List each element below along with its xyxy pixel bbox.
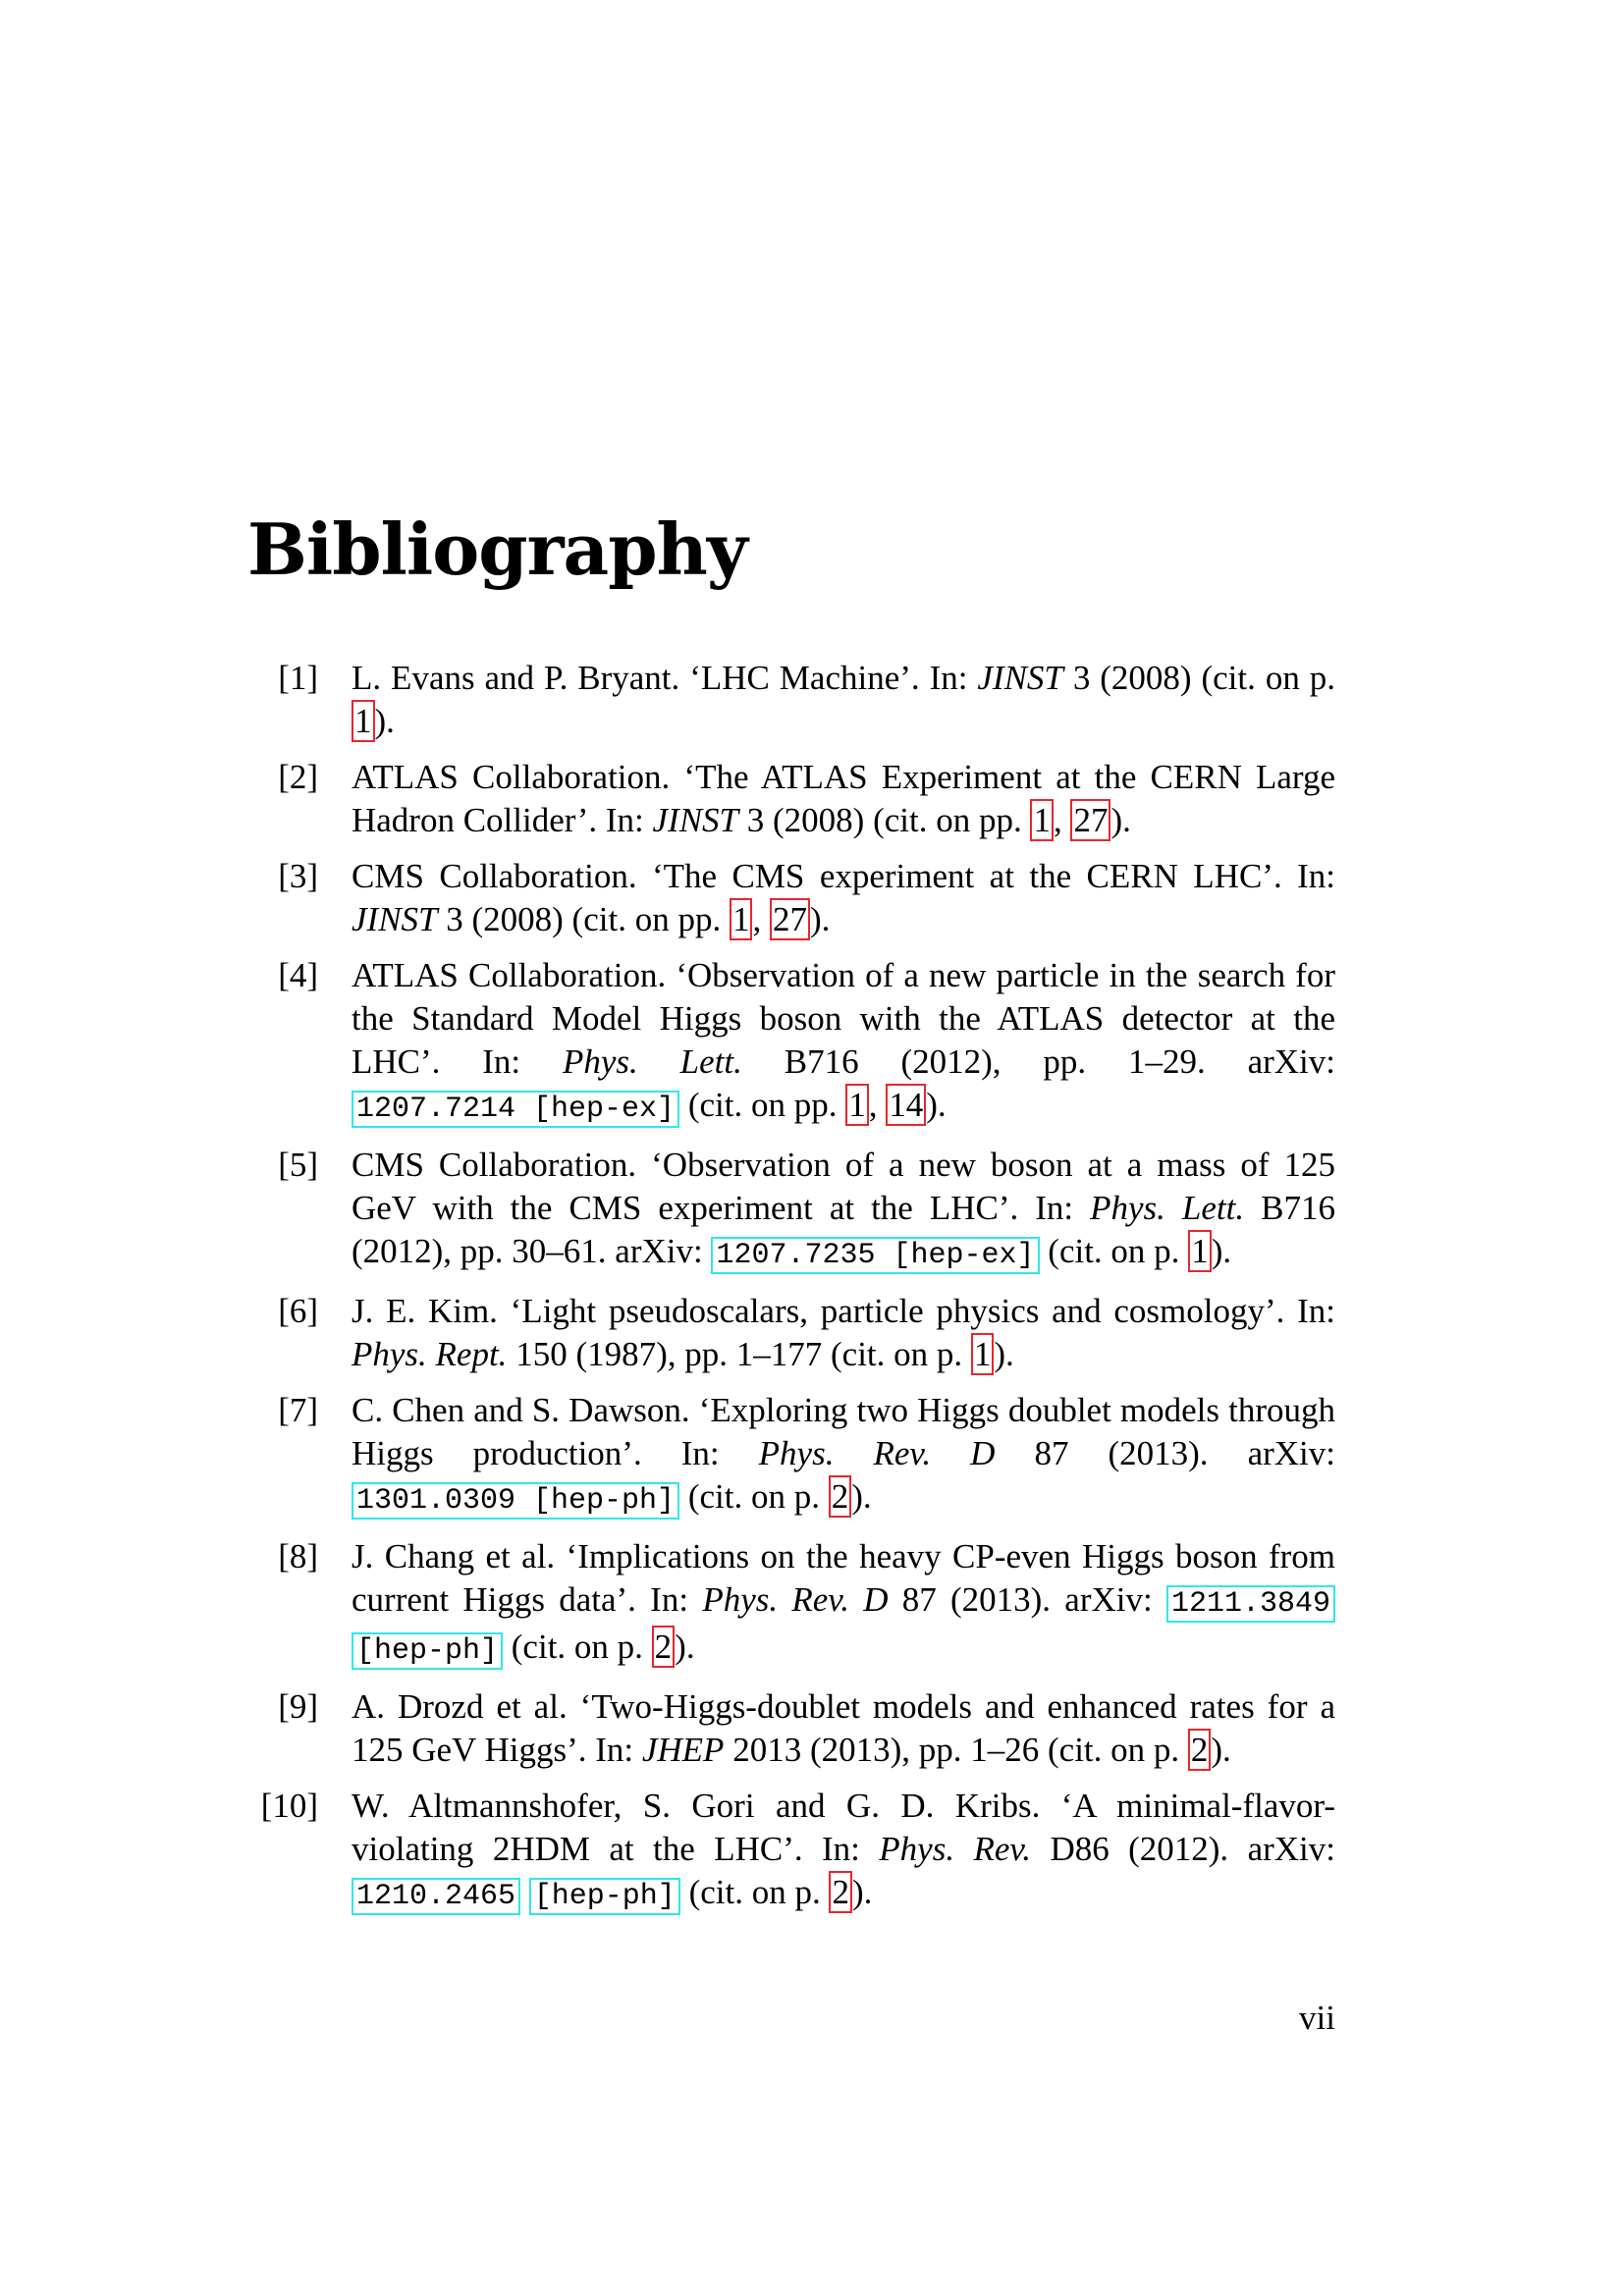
bib-label: [1]: [278, 659, 318, 697]
bib-text: (cit. on p.: [503, 1628, 652, 1666]
bib-text: ,: [868, 1086, 887, 1124]
bib-text: ).: [809, 900, 831, 938]
citation-page-link[interactable]: 2: [1188, 1729, 1212, 1771]
bib-entry-2: [247, 756, 1335, 842]
bib-label: [5]: [278, 1146, 318, 1184]
bib-text: ).: [1211, 1731, 1231, 1769]
citation-page-link[interactable]: 1: [845, 1084, 869, 1126]
bib-label: [3]: [278, 857, 318, 895]
bib-text: 87 (2013). arXiv:: [888, 1580, 1166, 1619]
bib-text: C. Chen and S. Dawson. ‘Exploring two Higgs doublet models through Higgs production’. In:: [352, 1391, 1335, 1472]
citation-page-link[interactable]: 2: [829, 1475, 852, 1518]
bib-text: B716 (2012), pp. 30–61. arXiv:: [352, 1189, 1335, 1270]
citation-page-link[interactable]: 14: [886, 1084, 926, 1126]
bib-text: J. Chang et al. ‘Implications on the heavy CP-even Higgs boson from current Higgs data’. In:: [352, 1537, 1335, 1619]
bib-text: 2013 (2013), pp. 1–26 (cit. on p.: [724, 1731, 1188, 1769]
arxiv-link[interactable]: 1207.7235 [hep-ex]: [711, 1237, 1039, 1274]
journal-name: Phys. Lett.: [1090, 1189, 1245, 1227]
citation-page-link[interactable]: 2: [829, 1871, 852, 1913]
bib-text: CMS Collaboration. ‘The CMS experiment at the CERN LHC’. In:: [352, 857, 1335, 895]
bib-text: 3 (2008) (cit. on p.: [1062, 659, 1335, 697]
bib-text: 3 (2008) (cit. on pp.: [437, 900, 730, 938]
bib-text: ,: [752, 900, 770, 938]
bib-text: B716 (2012), pp. 1–29. arXiv:: [741, 1042, 1336, 1081]
bib-entry-3: [247, 855, 1335, 941]
bib-entry-8: [247, 1535, 1335, 1673]
journal-name: Phys. Rev. D: [702, 1580, 889, 1619]
bib-entry-6: [247, 1290, 1335, 1376]
citation-page-link[interactable]: 1: [1188, 1230, 1212, 1272]
bib-label: [8]: [278, 1537, 318, 1575]
citation-page-link[interactable]: 27: [770, 898, 810, 940]
bib-entry-4: [247, 954, 1335, 1131]
bib-text: ).: [374, 702, 395, 740]
journal-name: JINST: [652, 801, 739, 839]
bib-text: 3 (2008) (cit. on pp.: [738, 801, 1031, 839]
bib-label: [9]: [278, 1687, 318, 1726]
bib-text: ).: [994, 1335, 1014, 1373]
journal-name: Phys. Lett.: [563, 1042, 742, 1081]
citation-page-link[interactable]: 1: [352, 700, 375, 742]
bib-text: 87 (2013). arXiv:: [995, 1434, 1335, 1472]
bib-text: J. E. Kim. ‘Light pseudoscalars, particle physics and cosmology’. In:: [352, 1292, 1335, 1330]
bibliography-list: [247, 657, 1335, 1931]
journal-name: JINST: [352, 900, 438, 938]
bib-text: ).: [675, 1628, 695, 1666]
bib-text: (cit. on pp.: [679, 1086, 846, 1124]
citation-page-link[interactable]: 1: [1030, 799, 1054, 841]
citation-page-link[interactable]: 27: [1070, 799, 1110, 841]
journal-name: Phys. Rev. D: [758, 1434, 996, 1472]
journal-name: Phys. Rept.: [352, 1335, 508, 1373]
bib-label: [6]: [278, 1292, 318, 1330]
bib-text: 150 (1987), pp. 1–177 (cit. on p.: [507, 1335, 971, 1373]
journal-name: Phys. Rev.: [879, 1830, 1032, 1868]
journal-name: JINST: [977, 659, 1063, 697]
bib-label: [4]: [278, 956, 318, 994]
bib-text: ,: [1053, 801, 1071, 839]
arxiv-category-link[interactable]: [hep-ph]: [529, 1878, 680, 1915]
bib-text: ).: [926, 1086, 947, 1124]
bib-text: ).: [851, 1477, 872, 1516]
bib-text: ATLAS Collaboration. ‘The ATLAS Experiment at the CERN Large Hadron Collider’. In:: [352, 758, 1335, 839]
bib-text: (cit. on p.: [679, 1873, 830, 1911]
arxiv-link[interactable]: 1211.3849: [1166, 1585, 1335, 1623]
arxiv-link[interactable]: 1301.0309 [hep-ph]: [352, 1482, 679, 1520]
arxiv-link[interactable]: 1207.7214 [hep-ex]: [352, 1091, 679, 1128]
bib-text: (cit. on p.: [1039, 1232, 1189, 1270]
bib-text: D86 (2012). arXiv:: [1031, 1830, 1335, 1868]
citation-page-link[interactable]: 1: [730, 898, 753, 940]
bib-text: ).: [1211, 1232, 1232, 1270]
journal-name: JHEP: [641, 1731, 725, 1769]
page-number: vii: [1299, 1999, 1335, 2037]
citation-page-link[interactable]: 2: [652, 1626, 676, 1668]
bib-entry-10: [247, 1785, 1335, 1918]
bib-label: [2]: [278, 758, 318, 796]
bib-text: ).: [1110, 801, 1131, 839]
bib-entry-1: [247, 657, 1335, 743]
bib-label: [7]: [278, 1391, 318, 1429]
bib-text: W. Altmannshofer, S. Gori and G. D. Kribs. ‘A minimal-flavor-violating 2HDM at the LHC’. In:: [352, 1787, 1335, 1868]
arxiv-category-link[interactable]: [hep-ph]: [352, 1632, 503, 1670]
bib-label: [10]: [260, 1787, 318, 1825]
bib-entry-5: [247, 1144, 1335, 1277]
bib-entry-7: [247, 1389, 1335, 1522]
bib-text: A. Drozd et al. ‘Two-Higgs-doublet models and enhanced rates for a 125 GeV Higgs’. In:: [352, 1687, 1335, 1769]
page-title: Bibliography: [247, 507, 747, 591]
bib-text: ).: [851, 1873, 873, 1911]
bib-text: L. Evans and P. Bryant. ‘LHC Machine’. In:: [352, 659, 978, 697]
bib-text: CMS Collaboration. ‘Observation of a new boson at a mass of 125 GeV with the CMS experiment at the LHC’. In:: [352, 1146, 1335, 1227]
bib-text: (cit. on p.: [679, 1477, 829, 1516]
bib-text: ATLAS Collaboration. ‘Observation of a new particle in the search for the Standard Model Higgs boson with the ATLAS detector at the LHC’. In:: [352, 956, 1335, 1081]
arxiv-link[interactable]: 1210.2465: [352, 1878, 520, 1915]
citation-page-link[interactable]: 1: [971, 1333, 995, 1375]
bib-entry-9: [247, 1685, 1335, 1772]
